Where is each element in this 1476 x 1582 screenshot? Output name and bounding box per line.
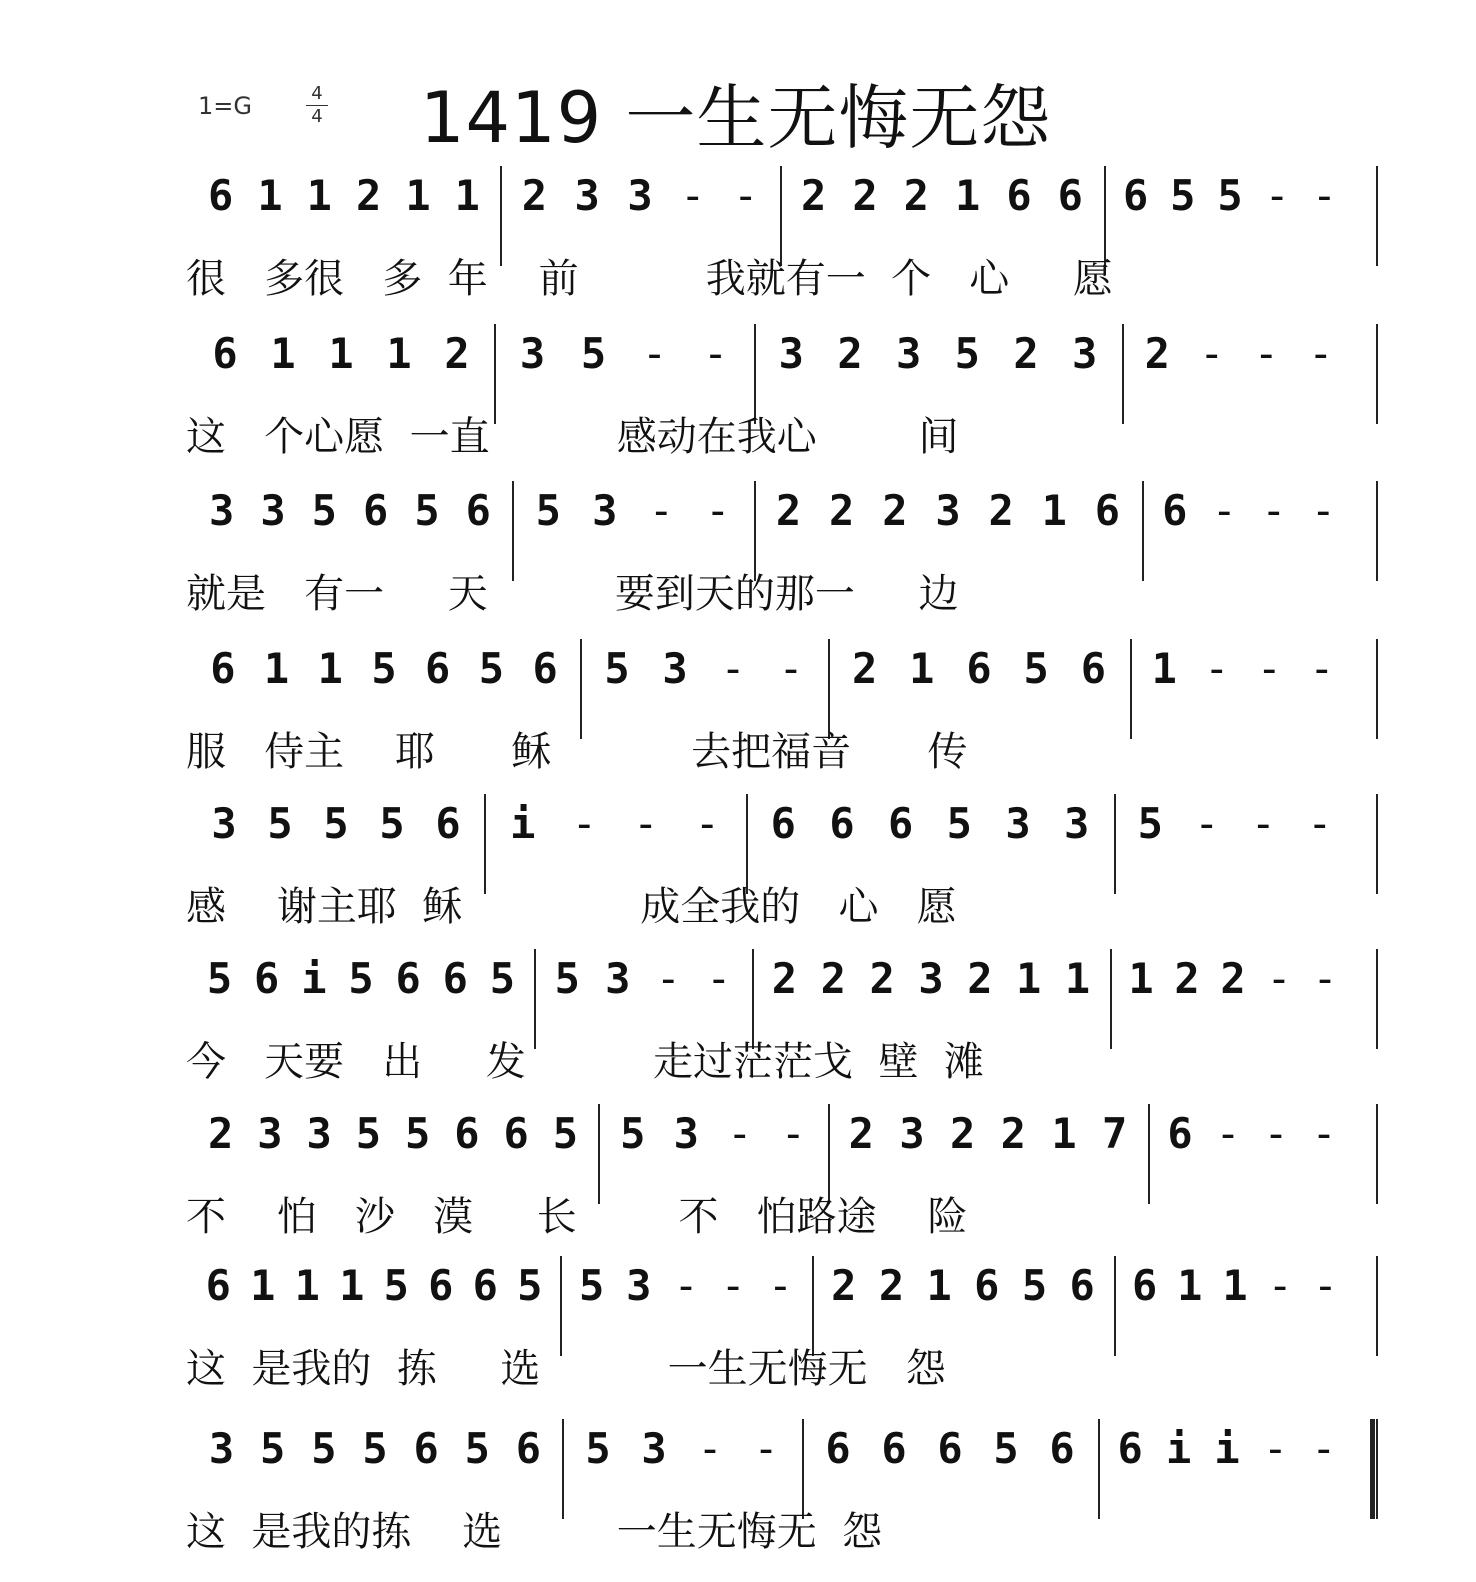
lyrics-line: 这 是我的 拣 选 一生无悔无 怨 <box>186 1346 946 1392</box>
note: 3 <box>592 486 618 535</box>
note: 2 <box>831 1261 857 1310</box>
time-signature <box>306 84 328 127</box>
note: 6 <box>1122 171 1149 220</box>
bar-line <box>1376 166 1378 266</box>
note: 7 <box>1102 1109 1128 1158</box>
note: 3 <box>605 954 631 1003</box>
hold-dash: - <box>706 954 732 1003</box>
note: 5 <box>1137 799 1163 848</box>
note: 5 <box>404 1109 431 1158</box>
note: 5 <box>1023 644 1049 693</box>
note: 2 <box>1144 329 1170 378</box>
note: 6 <box>770 799 796 848</box>
note: 3 <box>899 1109 925 1158</box>
note: i <box>301 954 327 1003</box>
note: 2 <box>1013 329 1039 378</box>
note: 1 <box>1016 954 1042 1003</box>
note: 3 <box>574 171 600 220</box>
final-bar-line <box>1370 1419 1375 1519</box>
note: i <box>510 799 536 848</box>
bar-line <box>562 1419 564 1519</box>
note: 6 <box>210 644 236 693</box>
meter-bottom: 4 <box>311 106 323 127</box>
note: 2 <box>829 486 855 535</box>
hold-dash: - <box>1253 329 1279 378</box>
note: 5 <box>379 799 405 848</box>
note: 3 <box>935 486 961 535</box>
bar-line <box>812 1256 814 1356</box>
note: 5 <box>1021 1261 1048 1310</box>
note: 3 <box>208 1424 235 1473</box>
score-row <box>0 645 1476 801</box>
bar-line <box>828 639 830 739</box>
hold-dash: - <box>720 644 746 693</box>
note: 2 <box>837 329 863 378</box>
note: 3 <box>673 1109 699 1158</box>
note: 2 <box>444 329 470 378</box>
note: 1 <box>454 171 480 220</box>
note: 6 <box>1167 1109 1193 1158</box>
lyrics-line: 就是 有一 天 要到天的那一 边 <box>186 571 959 617</box>
note: 5 <box>489 954 516 1003</box>
lyrics-line: 很 多很 多 年 前 我就有一 个 心 愿 <box>186 256 1113 302</box>
lyrics-line: 服 侍主 耶 稣 去把福音 传 <box>186 729 968 775</box>
note: 6 <box>515 1424 542 1473</box>
note: 1 <box>328 329 354 378</box>
note: 1 <box>1064 954 1091 1003</box>
note: 2 <box>851 644 878 693</box>
bar-line <box>598 1104 600 1204</box>
note: 6 <box>472 1261 498 1310</box>
note: 5 <box>267 799 293 848</box>
note: 5 <box>383 1261 409 1310</box>
hold-dash: - <box>680 171 706 220</box>
bar-line <box>1110 949 1112 1049</box>
key-signature: 1=G <box>198 92 252 120</box>
bar-line <box>1098 1419 1100 1519</box>
note: 2 <box>878 1261 905 1310</box>
note: 5 <box>620 1109 646 1158</box>
note: 1 <box>263 644 290 693</box>
note: 6 <box>425 644 451 693</box>
bar-line <box>780 166 782 266</box>
note: 6 <box>465 486 491 535</box>
bar-line <box>1376 949 1378 1049</box>
note: 5 <box>311 486 337 535</box>
hold-dash: - <box>648 486 674 535</box>
hold-dash: - <box>1312 1261 1339 1310</box>
bar-line <box>1376 794 1378 894</box>
bar-line <box>1376 1256 1378 1356</box>
note: 6 <box>974 1261 1000 1310</box>
note: 5 <box>585 1424 611 1473</box>
note: 6 <box>829 799 855 848</box>
score-row <box>0 1262 1476 1418</box>
hold-dash: - <box>1199 329 1225 378</box>
note: 3 <box>918 954 944 1003</box>
hold-dash: - <box>727 1109 753 1158</box>
hold-dash: - <box>720 1261 746 1310</box>
hold-dash: - <box>1215 1109 1241 1158</box>
note: 3 <box>257 1109 283 1158</box>
score-row <box>0 330 1476 486</box>
bar-line <box>580 639 582 739</box>
note: 5 <box>517 1261 543 1310</box>
note: 3 <box>1072 329 1098 378</box>
note: 6 <box>435 799 461 848</box>
hold-dash: - <box>778 644 804 693</box>
note: 5 <box>362 1424 388 1473</box>
bar-line <box>802 1419 804 1519</box>
note: 5 <box>535 486 561 535</box>
lyrics-line: 感 谢主耶 稣 成全我的 心 愿 <box>186 884 957 930</box>
note: i <box>1214 1424 1240 1473</box>
bar-line <box>1148 1104 1150 1204</box>
score-row <box>0 487 1476 643</box>
note: 1 <box>317 644 343 693</box>
bar-line <box>560 1256 562 1356</box>
note: 6 <box>1162 486 1188 535</box>
note: 2 <box>967 954 993 1003</box>
note: 5 <box>993 1424 1019 1473</box>
lyrics-line: 这 个心愿 一直 感动在我心 间 <box>186 414 959 460</box>
bar-line <box>828 1104 830 1204</box>
hold-dash: - <box>1250 799 1276 848</box>
lyrics-line: 今 天要 出 发 走过茫茫戈 壁 滩 <box>186 1039 984 1085</box>
bar-line <box>1376 481 1378 581</box>
note: 1 <box>1128 954 1154 1003</box>
meter-top: 4 <box>311 83 323 104</box>
note: 6 <box>205 1261 231 1310</box>
note: 3 <box>209 486 235 535</box>
note: 2 <box>801 171 827 220</box>
note: 6 <box>395 954 421 1003</box>
page-title: 1419 一生无悔无怨 <box>420 77 1052 159</box>
note: 6 <box>1069 1261 1095 1310</box>
note: 5 <box>323 799 349 848</box>
bar-line <box>754 481 756 581</box>
hold-dash: - <box>1307 799 1333 848</box>
note: 6 <box>888 799 914 848</box>
note: 5 <box>604 644 630 693</box>
hold-dash: - <box>702 329 729 378</box>
note: 5 <box>348 954 374 1003</box>
note: 3 <box>896 329 922 378</box>
note: 6 <box>208 171 234 220</box>
note: 2 <box>848 1109 874 1158</box>
note: 3 <box>519 329 546 378</box>
bar-line <box>754 324 756 424</box>
hold-dash: - <box>705 486 731 535</box>
note: 5 <box>414 486 440 535</box>
hold-dash: - <box>641 329 668 378</box>
note: 1 <box>257 171 283 220</box>
note: 5 <box>552 1109 579 1158</box>
bar-line <box>1376 1104 1378 1204</box>
score-row <box>0 800 1476 956</box>
hold-dash: - <box>1264 171 1290 220</box>
hold-dash: - <box>1308 329 1334 378</box>
note: 5 <box>1170 171 1196 220</box>
note: 2 <box>775 486 802 535</box>
note: 2 <box>950 1109 976 1158</box>
note: 5 <box>554 954 580 1003</box>
note: 6 <box>1006 171 1032 220</box>
note: 6 <box>428 1261 454 1310</box>
note: 5 <box>464 1424 490 1473</box>
note: 6 <box>532 644 558 693</box>
note: 6 <box>1131 1261 1158 1310</box>
note: 6 <box>966 644 992 693</box>
hold-dash: - <box>1263 1109 1289 1158</box>
note: 5 <box>371 644 397 693</box>
note: 1 <box>1151 644 1177 693</box>
note: 6 <box>363 486 389 535</box>
score-row <box>0 172 1476 328</box>
hold-dash: - <box>1309 644 1335 693</box>
note: 6 <box>1049 1424 1075 1473</box>
note: 6 <box>1080 644 1107 693</box>
note: 2 <box>820 954 846 1003</box>
hold-dash: - <box>732 171 759 220</box>
bar-line <box>1114 794 1116 894</box>
note: 3 <box>1005 799 1031 848</box>
bar-line <box>1376 1419 1378 1519</box>
note: 6 <box>1057 171 1083 220</box>
note: 5 <box>355 1109 382 1158</box>
note: 6 <box>1117 1424 1143 1473</box>
note: 3 <box>260 486 286 535</box>
hold-dash: - <box>1311 1424 1337 1473</box>
note: 2 <box>869 954 895 1003</box>
bar-line <box>500 166 502 266</box>
hold-dash: - <box>1312 954 1338 1003</box>
note: 5 <box>478 644 505 693</box>
hold-dash: - <box>1261 486 1287 535</box>
hold-dash: - <box>694 799 720 848</box>
hold-dash: - <box>655 954 681 1003</box>
hold-dash: - <box>1262 1424 1289 1473</box>
note: 6 <box>937 1424 963 1473</box>
score-row <box>0 1110 1476 1266</box>
bar-line <box>1376 639 1378 739</box>
hold-dash: - <box>753 1424 779 1473</box>
note: 1 <box>270 329 296 378</box>
note: 2 <box>521 171 548 220</box>
score-row <box>0 1425 1476 1581</box>
note: 3 <box>626 1261 652 1310</box>
note: 6 <box>442 954 468 1003</box>
hold-dash: - <box>633 799 659 848</box>
note: 5 <box>580 329 607 378</box>
note: 6 <box>825 1424 851 1473</box>
note: 1 <box>306 171 332 220</box>
hold-dash: - <box>697 1424 723 1473</box>
note: 5 <box>954 329 980 378</box>
note: 6 <box>503 1109 529 1158</box>
note: 2 <box>356 171 382 220</box>
note: 1 <box>909 644 935 693</box>
note: 6 <box>413 1424 439 1473</box>
bar-line <box>746 794 748 894</box>
note: 3 <box>778 329 804 378</box>
note: 6 <box>212 329 238 378</box>
hold-dash: - <box>1266 954 1292 1003</box>
note: 1 <box>1041 486 1067 535</box>
hold-dash: - <box>1211 486 1237 535</box>
hold-dash: - <box>1267 1261 1293 1310</box>
hold-dash: - <box>1311 1109 1337 1158</box>
bar-line <box>1114 1256 1116 1356</box>
note: 1 <box>1177 1261 1203 1310</box>
note: 1 <box>1051 1109 1077 1158</box>
bar-line <box>1122 324 1124 424</box>
note: 2 <box>207 1109 234 1158</box>
note: 3 <box>662 644 688 693</box>
note: 1 <box>405 171 431 220</box>
hold-dash: - <box>673 1261 699 1310</box>
lyrics-line: 不 怕 沙 漠 长 不 怕路途 险 <box>186 1194 968 1240</box>
note: 5 <box>260 1424 286 1473</box>
bar-line <box>1104 166 1106 266</box>
note: 1 <box>386 329 412 378</box>
hold-dash: - <box>1256 644 1282 693</box>
note: 5 <box>946 799 972 848</box>
hold-dash: - <box>1311 171 1338 220</box>
bar-line <box>512 481 514 581</box>
bar-line <box>1142 481 1144 581</box>
hold-dash: - <box>1310 486 1336 535</box>
hold-dash: - <box>767 1261 794 1310</box>
note: 3 <box>211 799 237 848</box>
note: 3 <box>1064 799 1090 848</box>
note: 1 <box>339 1261 365 1310</box>
note: 1 <box>250 1261 276 1310</box>
note: 2 <box>903 171 929 220</box>
note: 1 <box>955 171 981 220</box>
note: i <box>1165 1424 1192 1473</box>
note: 2 <box>1174 954 1200 1003</box>
note: 6 <box>1094 486 1121 535</box>
bar-line <box>752 949 754 1049</box>
note: 3 <box>627 171 653 220</box>
note: 2 <box>988 486 1014 535</box>
bar-line <box>484 794 486 894</box>
bar-line <box>494 324 496 424</box>
note: 3 <box>641 1424 667 1473</box>
note: 1 <box>1222 1261 1248 1310</box>
note: 2 <box>1220 954 1246 1003</box>
lyrics-line: 这 是我的拣 选 一生无悔无 怨 <box>186 1509 883 1555</box>
score-row <box>0 955 1476 1111</box>
note: 3 <box>306 1109 332 1158</box>
note: 5 <box>206 954 233 1003</box>
note: 2 <box>1000 1109 1026 1158</box>
note: 6 <box>254 954 280 1003</box>
note: 1 <box>294 1261 320 1310</box>
hold-dash: - <box>780 1109 806 1158</box>
bar-line <box>534 949 536 1049</box>
note: 2 <box>852 171 878 220</box>
bar-line <box>1376 324 1378 424</box>
note: 5 <box>1217 171 1243 220</box>
bar-line <box>1130 639 1132 739</box>
note: 2 <box>882 486 908 535</box>
hold-dash: - <box>1194 799 1220 848</box>
note: 6 <box>454 1109 480 1158</box>
note: 1 <box>926 1261 952 1310</box>
hold-dash: - <box>1204 644 1230 693</box>
hold-dash: - <box>571 799 597 848</box>
note: 5 <box>578 1261 605 1310</box>
note: 2 <box>771 954 798 1003</box>
note: 5 <box>311 1424 337 1473</box>
note: 6 <box>881 1424 907 1473</box>
